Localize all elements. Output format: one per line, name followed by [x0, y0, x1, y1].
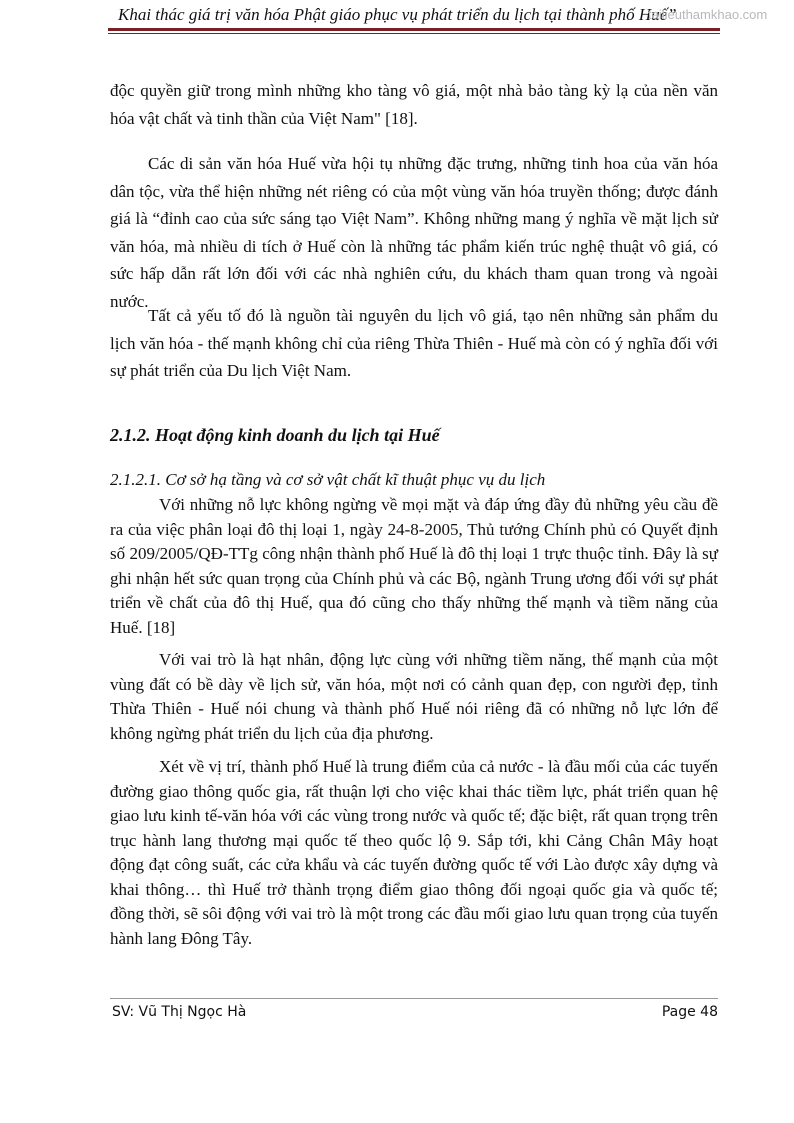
header-rule-thick: [108, 28, 720, 31]
paragraph-1: độc quyền giữ trong mình những kho tàng vô giá, một nhà bảo tàng kỳ lạ của nền văn hóa vật chất và tinh thần của Việt Nam" [18].: [110, 81, 718, 128]
paragraph-2: Các di sản văn hóa Huế vừa hội tụ những đặc trưng, những tinh hoa của văn hóa dân tộc, vừa thể hiện những nét riêng có của một vùng văn hóa truyền thống; được đánh giá là “đỉnh cao của sức sáng tạo Việt Nam”. Không những mang ý nghĩa về mặt lịch sử văn hóa, mà nhiều di tích ở Huế còn là những tác phẩm kiến trúc nghệ thuật vô giá, có sức hấp dẫn rất lớn đối với các nhà nghiên cứu, du khách tham quan trong và ngoài nước.: [110, 154, 718, 311]
paragraph-4: Với những nỗ lực không ngừng về mọi mặt và đáp ứng đầy đủ những yêu cầu đề ra của việc phân loại đô thị loại 1, ngày 24-8-2005, Thủ tướng Chính phủ có Quyết định số 209/2005/QĐ-TTg công nhận thành phố Huế là đô thị loại 1 trực thuộc tỉnh. Đây là sự ghi nhận hết sức quan trọng của Chính phủ và các Bộ, ngành Trung ương đối với sự phát triển về chất của đô thị Huế, qua đó cũng cho thấy những thế mạnh và tiềm năng của Huế. [18]: [110, 495, 718, 637]
watermark-text: tailieuthamkhao.com: [648, 7, 768, 22]
paragraph-3: Tất cả yếu tố đó là nguồn tài nguyên du lịch vô giá, tạo nên những sản phẩm du lịch văn hóa - thế mạnh không chỉ của riêng Thừa Thiên - Huế mà còn có ý nghĩa đối với sự phát triển của Du lịch Việt Nam.: [110, 306, 718, 380]
page-header: [0, 0, 794, 30]
footer-rule: [110, 998, 718, 999]
header-title: Khai thác giá trị văn hóa Phật giáo phục vụ phát triển du lịch tại thành phố Huế”: [118, 5, 677, 24]
header-rule-thin: [108, 33, 720, 34]
subsection-heading-2-1-2-1: 2.1.2.1. Cơ sở hạ tầng và cơ sở vật chất kĩ thuật phục vụ du lịch: [110, 470, 546, 489]
paragraph-6: Xét về vị trí, thành phố Huế là trung điểm của cả nước - là đầu mối của các tuyến đường giao thông quốc gia, rất thuận lợi cho việc khai thác tiềm lực, phát triển quan hệ giao lưu kinh tế-văn hóa với các vùng trong nước và quốc tế; đặc biệt, rất quan trọng trên trục hành lang thương mại quốc tế theo quốc lộ 9. Sắp tới, khi Cảng Chân Mây hoạt động đạt công suất, các cửa khẩu và các tuyến đường quốc tế với Lào được xây dựng và khai thông… thì Huế trở thành trọng điểm giao thông đối ngoại quốc gia và quốc tế; đồng thời, sẽ sôi động với vai trò là một trong các đầu mối giao lưu quan trọng của tuyến hành lang Đông Tây.: [110, 757, 718, 948]
footer-author: SV: Vũ Thị Ngọc Hà: [112, 1004, 247, 1020]
section-heading-2-1-2: 2.1.2. Hoạt động kinh doanh du lịch tại Huế: [110, 425, 440, 445]
footer-page-number: Page 48: [661, 1004, 718, 1020]
paragraph-5: Với vai trò là hạt nhân, động lực cùng với những tiềm năng, thế mạnh của một vùng đất có bề dày về lịch sử, văn hóa, một nơi có cảnh quan đẹp, con người đẹp, tỉnh Thừa Thiên - Huế nói chung và thành phố Huế nói riêng đã có những nỗ lực lớn để không ngừng phát triển du lịch của địa phương.: [110, 650, 718, 743]
